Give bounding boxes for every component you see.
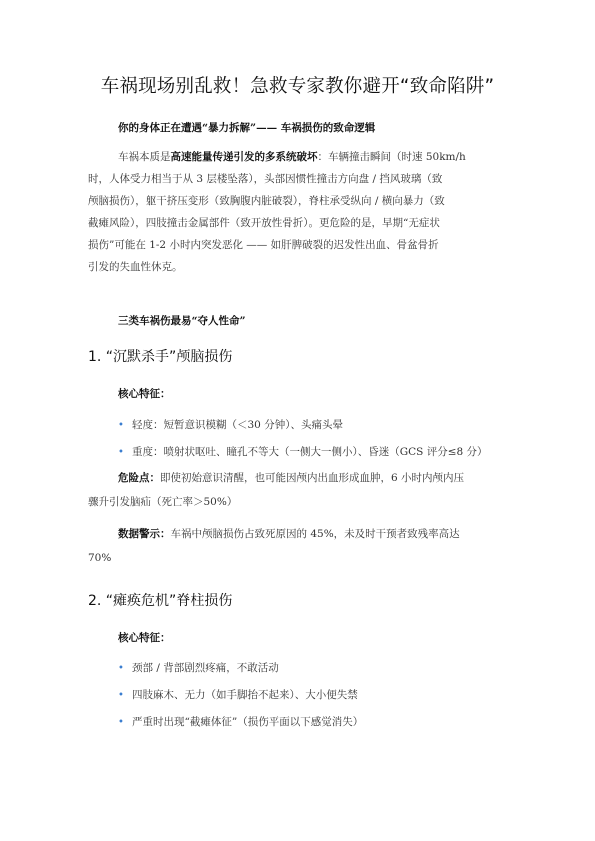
intro-line-2: 时，人体受力相当于从 3 层楼坠落），头部因惯性撞击方向盘 / 挡风玻璃（致	[88, 173, 443, 185]
bullet-text: 严重时出现“截瘫体征”（损伤平面以下感觉消失）	[132, 716, 364, 728]
section2-bullet-1	[118, 660, 279, 675]
intro-line-1	[88, 146, 514, 168]
section-lead: 三类车祸伤最易“夺人性命”	[118, 315, 246, 327]
bullet-dot-icon: •	[118, 690, 124, 701]
bullet-dot-icon: •	[118, 717, 124, 728]
intro-lead: 车祸本质是	[118, 151, 171, 163]
intro-line-6: 引发的失血性休克。	[88, 261, 183, 273]
section1-features-label: 核心特征：	[118, 388, 171, 400]
section1-bullet-1	[118, 417, 343, 432]
stats-line-1	[88, 522, 514, 546]
subtitle: 你的身体正在遭遇“暴力拆解”—— 车祸损伤的致命逻辑	[118, 122, 376, 134]
section1-stats	[88, 522, 514, 570]
intro-line-4: 截瘫风险），四肢撞击金属部件（致开放性骨折）。更危险的是，早期“无症状	[88, 217, 440, 229]
danger-line-2: 骤升引发脑疝（死亡率＞50%）	[88, 496, 238, 508]
section2-bullet-2	[118, 687, 358, 702]
bullet-text: 重度：喷射状呕吐、瞳孔不等大（一侧大一侧小）、昏迷（GCS 评分≤8 分）	[132, 446, 488, 458]
intro-line-5: 损伤”可能在 1-2 小时内突发恶化 —— 如肝脾破裂的迟发性出血、骨盆骨折	[88, 239, 439, 251]
document-title: 车祸现场别乱救！急救专家教你避开“致命陷阱”	[100, 76, 495, 97]
stats-label: 数据警示：	[118, 528, 171, 540]
stats-text-1: 车祸中颅脑损伤占致死原因的 45%，未及时干预者致残率高达	[170, 528, 460, 540]
bullet-dot-icon: •	[118, 447, 124, 458]
intro-line1-rest: ：车辆撞击瞬间（时速 50km/h	[317, 151, 466, 163]
section2-heading: 2. “瘫痪危机”脊柱损伤	[88, 593, 233, 609]
bullet-text: 颈部 / 背部剧烈疼痛，不敢活动	[132, 662, 279, 674]
intro-line-3: 颅脑损伤），躯干挤压变形（致胸腹内脏破裂），脊柱承受纵向 / 横向暴力（致	[88, 195, 445, 207]
bullet-dot-icon: •	[118, 663, 124, 674]
section2-bullet-3	[118, 714, 363, 729]
bullet-text: 四肢麻木、无力（如手脚抬不起来）、大小便失禁	[132, 689, 358, 701]
section2-features-label: 核心特征：	[118, 632, 171, 644]
section1-danger	[88, 466, 514, 514]
section1-bullet-2	[118, 444, 488, 459]
bullet-dot-icon: •	[118, 420, 124, 431]
danger-text-1: 即使初始意识清醒，也可能因颅内出血形成血肿，6 小时内颅内压	[160, 472, 465, 484]
danger-line-1	[88, 466, 514, 490]
stats-line-2: 70%	[88, 552, 112, 564]
intro-bold: 高速能量传递引发的多系统破坏	[170, 151, 318, 163]
danger-label: 危险点：	[118, 472, 160, 484]
intro-paragraph	[88, 146, 514, 278]
bullet-text: 轻度：短暂意识模糊（＜30 分钟）、头痛头晕	[132, 419, 343, 431]
section1-heading: 1. “沉默杀手”颅脑损伤	[88, 349, 233, 365]
